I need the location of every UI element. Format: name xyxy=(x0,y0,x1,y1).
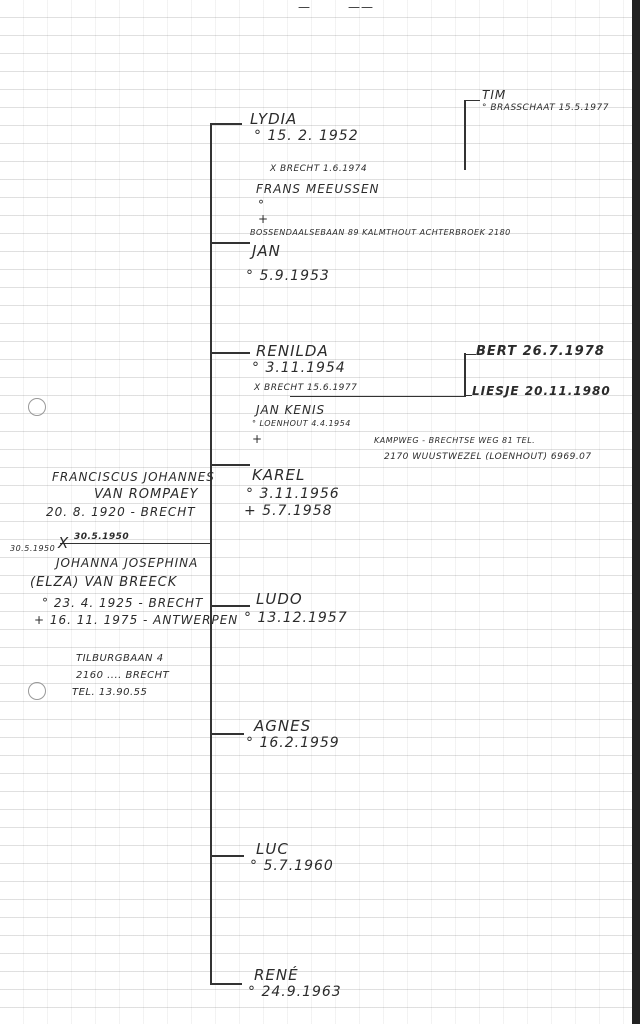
mother-death: + 16. 11. 1975 - ANTWERPEN xyxy=(34,613,239,627)
child-spouse: FRANS MEEUSSEN xyxy=(256,182,380,196)
marriage-sign: X xyxy=(58,534,70,552)
grandchild-entry: LIESJE 20.11.1980 xyxy=(472,384,611,398)
mother-family-name: (ELZA) VAN BREECK xyxy=(30,575,178,590)
grandchild-bracket xyxy=(464,100,466,170)
branch-line xyxy=(210,605,250,607)
child-death: + 5.7.1958 xyxy=(244,503,333,519)
child-birth: ° 3.11.1956 xyxy=(246,486,340,502)
marriage-date: 30.5.1950 xyxy=(74,532,130,542)
grandchild-bracket xyxy=(464,395,472,396)
child-name: LYDIA xyxy=(250,110,298,128)
child-birth: ° 3.11.1954 xyxy=(252,360,346,376)
child-spouse: JAN KENIS xyxy=(256,403,326,417)
grandchild-connector xyxy=(290,396,464,397)
grandchild-bracket xyxy=(464,353,466,397)
child-name: RENILDA xyxy=(256,342,329,360)
child-marriage: X BRECHT 1.6.1974 xyxy=(270,164,368,174)
branch-line xyxy=(210,983,242,985)
mark: + xyxy=(252,432,264,446)
child-name: KAREL xyxy=(252,466,306,484)
child-birth: ° 15. 2. 1952 xyxy=(254,128,359,144)
mark: ° xyxy=(258,198,265,212)
branch-line xyxy=(210,123,242,125)
child-address: KAMPWEG - BRECHTSE WEG 81 TEL. xyxy=(374,436,536,445)
child-name: LUDO xyxy=(256,590,303,608)
child-address: 2170 WUUSTWEZEL (LOENHOUT) 6969.07 xyxy=(384,452,592,462)
marriage-date-left: 30.5.1950 xyxy=(10,544,56,553)
parent-connector xyxy=(60,543,210,544)
branch-line xyxy=(210,242,250,244)
branch-line xyxy=(210,733,244,735)
child-birth: ° 24.9.1963 xyxy=(248,984,342,1000)
punch-hole xyxy=(28,682,46,700)
grandchild-name: TIM xyxy=(482,88,507,102)
branch-line xyxy=(210,855,244,857)
child-address: BOSSENDAALSEBAAN 89 KALMTHOUT ACHTERBROEK 2180 xyxy=(250,228,511,237)
mother-birth: ° 23. 4. 1925 - BRECHT xyxy=(42,596,204,610)
address-line: 2160 .... BRECHT xyxy=(76,670,170,681)
father-birth: 20. 8. 1920 - BRECHT xyxy=(46,505,196,519)
branch-line xyxy=(210,464,250,466)
scan-edge xyxy=(632,0,640,1024)
grandchild-bracket xyxy=(464,354,476,355)
father-given-names: FRANCISCUS JOHANNES xyxy=(52,470,215,484)
child-birth: ° 5.7.1960 xyxy=(250,858,334,874)
child-name: LUC xyxy=(256,840,289,858)
father-family-name: VAN ROMPAEY xyxy=(94,487,199,502)
child-birth: ° 5.9.1953 xyxy=(246,268,330,284)
branch-line xyxy=(210,352,250,354)
punch-hole xyxy=(28,398,46,416)
grandchild-bracket xyxy=(464,100,480,101)
child-name: RENÉ xyxy=(254,966,299,984)
child-name: JAN xyxy=(252,242,281,260)
mother-given-names: JOHANNA JOSEPHINA xyxy=(56,556,199,570)
header-mark: — xyxy=(298,0,311,14)
address-line: TILBURGBAAN 4 xyxy=(76,653,164,664)
phone-line: TEL. 13.90.55 xyxy=(72,687,148,698)
child-marriage: X BRECHT 15.6.1977 xyxy=(254,383,358,393)
child-birth: ° 13.12.1957 xyxy=(244,610,348,626)
mark: + xyxy=(258,212,270,226)
child-name: AGNES xyxy=(254,717,312,735)
child-spouse-birth: ° LOENHOUT 4.4.1954 xyxy=(252,419,351,428)
child-birth: ° 16.2.1959 xyxy=(246,735,340,751)
header-mark: —— xyxy=(348,0,374,14)
grandchild-birth: ° BRASSCHAAT 15.5.1977 xyxy=(482,103,609,113)
grandchild-entry: BERT 26.7.1978 xyxy=(476,344,605,359)
